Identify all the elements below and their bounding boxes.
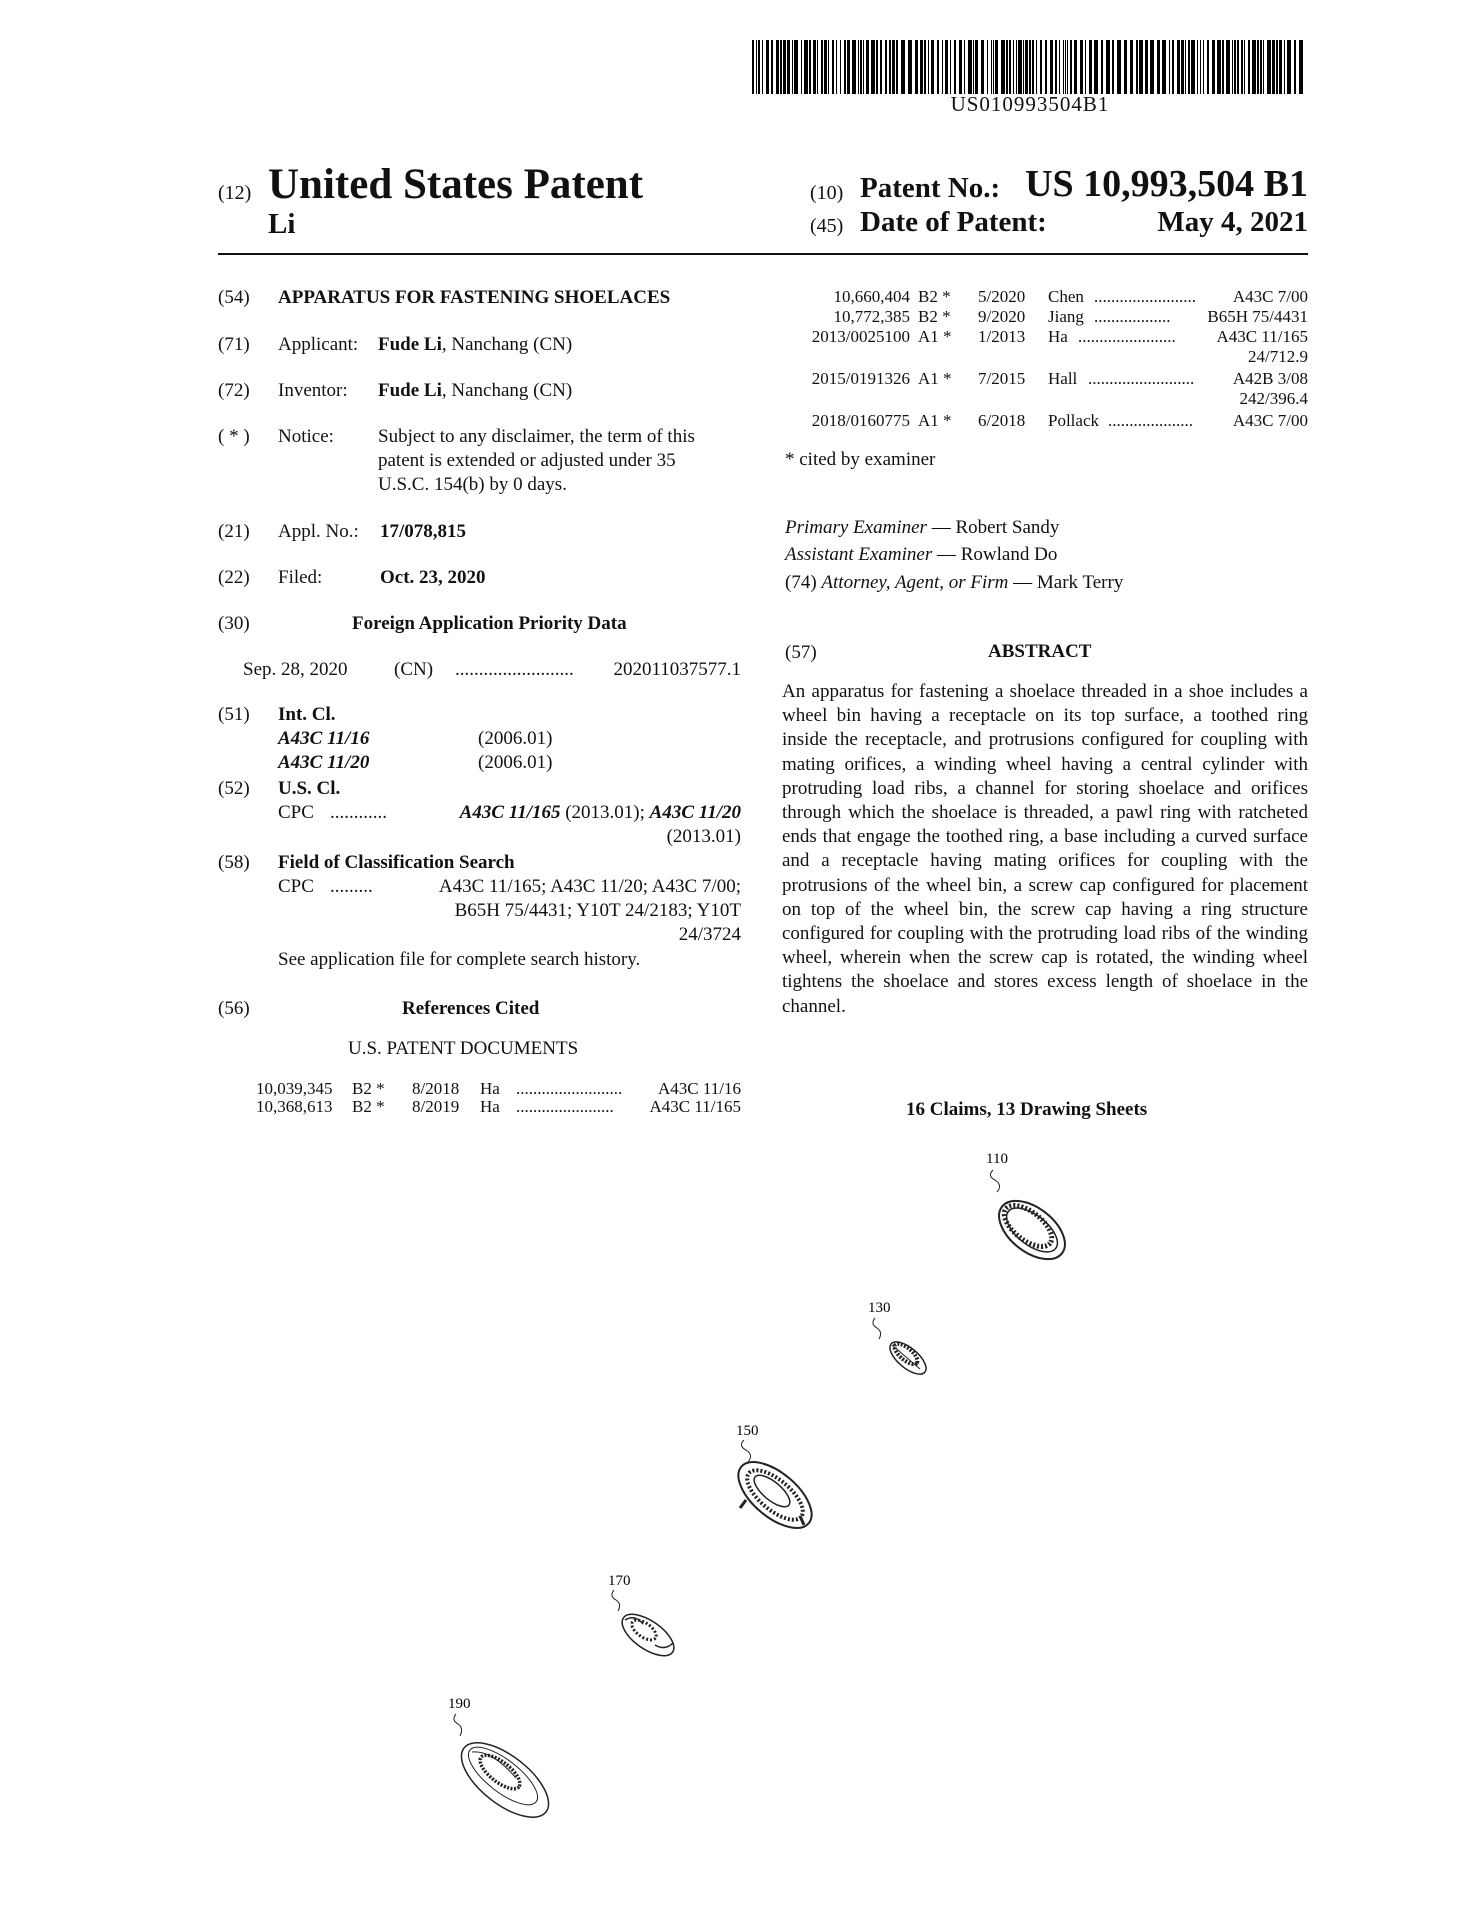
- inventor-label: Inventor:: [278, 380, 348, 401]
- barcode-bar: [860, 40, 862, 94]
- appl-number: 17/078,815: [380, 521, 467, 542]
- barcode-bar: [987, 40, 988, 94]
- ref-number: 10,368,613: [256, 1097, 333, 1116]
- ref-leader: .......................: [1078, 327, 1176, 346]
- barcode-bar: [1276, 40, 1278, 94]
- barcode-bar: [1063, 40, 1064, 94]
- barcode-bar: [1139, 40, 1143, 94]
- barcode-bar: [1059, 40, 1060, 94]
- ref-leader: ........................: [1094, 287, 1196, 306]
- intcl-class: A43C 11/20: [278, 752, 370, 773]
- barcode-bar: [813, 40, 816, 94]
- primary-examiner: [785, 516, 1059, 540]
- applicant-code: (71): [218, 334, 250, 355]
- inventor-location: , Nanchang (CN): [441, 380, 573, 401]
- barcode-bar: [1200, 40, 1201, 94]
- barcode-bar: [844, 40, 846, 94]
- cpc-leader: ............: [330, 802, 387, 823]
- barcode-bar: [1025, 40, 1028, 94]
- barcode-bar: [937, 40, 939, 94]
- appl-label: Appl. No.:: [278, 521, 359, 542]
- filed-code: (22): [218, 567, 250, 588]
- barcode: [752, 40, 1308, 94]
- barcode-bar: [1006, 40, 1008, 94]
- barcode-bar: [1284, 40, 1285, 94]
- barcode-bar: [1018, 40, 1022, 94]
- barcode-bar: [942, 40, 943, 94]
- priority-country: (CN): [394, 659, 434, 680]
- ref-kind: A1 *: [918, 369, 952, 388]
- field-cpc-line: B65H 75/4431; Y10T 24/2183; Y10T: [454, 900, 741, 921]
- us-docs-heading: U.S. PATENT DOCUMENTS: [348, 1038, 579, 1059]
- barcode-bar: [836, 40, 837, 94]
- barcode-bar: [908, 40, 912, 94]
- barcode-bar: [832, 40, 834, 94]
- filed-date: Oct. 23, 2020: [380, 567, 486, 588]
- patent-no-label: Patent No.:: [860, 172, 1001, 204]
- field-cpc-line: 24/3724: [678, 924, 741, 945]
- ref-date: 1/2013: [978, 327, 1026, 346]
- ref-class: A43C 11/165: [649, 1097, 741, 1116]
- barcode-bar: [896, 40, 898, 94]
- ref-kind: B2 *: [918, 287, 951, 306]
- barcode-bar: [866, 40, 869, 94]
- header-divider: [218, 253, 1308, 255]
- barcode-bar: [1094, 40, 1098, 94]
- ref-date: 9/2020: [978, 307, 1026, 326]
- barcode-bar: [1234, 40, 1236, 94]
- figure-label: 190: [448, 1696, 471, 1712]
- uscl-label: U.S. Cl.: [278, 778, 341, 799]
- ref-class: B65H 75/4431: [1207, 307, 1308, 326]
- priority-heading: Foreign Application Priority Data: [352, 613, 627, 634]
- field-cpc-classes: [439, 875, 741, 947]
- ref-number: 2018/0160775: [811, 411, 910, 430]
- barcode-bar: [776, 40, 779, 94]
- barcode-bar: [1162, 40, 1166, 94]
- winding-wheel-part: [873, 1318, 931, 1380]
- cpc-class: A43C 11/165: [459, 802, 561, 823]
- screw-cap-part: [989, 1170, 1076, 1271]
- assistant-examiner-label: Assistant Examiner: [785, 544, 933, 565]
- ref-name: Ha: [480, 1079, 500, 1098]
- barcode-bar: [1040, 40, 1042, 94]
- barcode-bar: [968, 40, 972, 94]
- barcode-bar: [1299, 40, 1303, 94]
- barcode-bar: [847, 40, 850, 94]
- barcode-bar: [1252, 40, 1256, 94]
- barcode-bar: [1101, 40, 1103, 94]
- patent-date: May 4, 2021: [1157, 206, 1308, 238]
- inventor-name: Fude Li: [378, 380, 442, 401]
- cpc-class: A43C 11/20: [649, 802, 741, 823]
- barcode-bar: [1029, 40, 1031, 94]
- barcode-bar: [1136, 40, 1138, 94]
- wheel-bin-part: [727, 1440, 823, 1540]
- barcode-bar: [752, 40, 754, 94]
- intcl-label: Int. Cl.: [278, 704, 336, 725]
- barcode-bar: [1272, 40, 1275, 94]
- barcode-bar: [975, 40, 978, 94]
- barcode-bar: [1207, 40, 1209, 94]
- barcode-bar: [1023, 40, 1024, 94]
- ref-kind: A1 *: [918, 411, 952, 430]
- barcode-bar: [1130, 40, 1133, 94]
- barcode-bar: [1080, 40, 1083, 94]
- barcode-bar: [1150, 40, 1154, 94]
- barcode-bar: [995, 40, 998, 94]
- barcode-bar: [1287, 40, 1291, 94]
- ref-class-cont: 242/396.4: [1239, 389, 1308, 408]
- ref-number: 10,039,345: [256, 1079, 333, 1098]
- applicant: [378, 333, 572, 357]
- appl-code: (21): [218, 521, 250, 542]
- barcode-bar: [1074, 40, 1077, 94]
- barcode-bar: [1248, 40, 1250, 94]
- base-part: [449, 1714, 561, 1831]
- applicant-label: Applicant:: [278, 334, 359, 355]
- intcl-class: A43C 11/16: [278, 728, 370, 749]
- barcode-bar: [1157, 40, 1160, 94]
- ref-kind: A1 *: [918, 327, 952, 346]
- barcode-bar: [1217, 40, 1221, 94]
- barcode-bar: [1145, 40, 1148, 94]
- barcode-bar: [828, 40, 829, 94]
- exploded-view-drawing: [430, 1140, 1070, 1820]
- barcode-bar: [945, 40, 948, 94]
- barcode-bar: [1067, 40, 1068, 94]
- barcode-bar: [915, 40, 918, 94]
- barcode-bar: [840, 40, 841, 94]
- barcode-bar: [1188, 40, 1190, 94]
- applicant-location: , Nanchang (CN): [441, 334, 573, 355]
- barcode-bar: [920, 40, 923, 94]
- ref-leader: ..................: [1094, 307, 1171, 326]
- barcode-bar: [1257, 40, 1259, 94]
- barcode-bar: [1226, 40, 1230, 94]
- barcode-bar: [1009, 40, 1011, 94]
- barcode-bar: [1191, 40, 1195, 94]
- field-cpc-label: CPC: [278, 876, 314, 897]
- barcode-bar: [901, 40, 905, 94]
- barcode-bar: [1237, 40, 1239, 94]
- date-label: Date of Patent:: [860, 206, 1047, 238]
- barcode-bar: [1279, 40, 1282, 94]
- ref-name: Pollack: [1048, 411, 1099, 430]
- barcode-bar: [880, 40, 882, 94]
- barcode-bar: [801, 40, 802, 94]
- barcode-bar: [950, 40, 951, 94]
- barcode-bar: [1001, 40, 1005, 94]
- barcode-bar: [1045, 40, 1047, 94]
- barcode-bar: [794, 40, 798, 94]
- ref-number: 10,772,385: [833, 307, 910, 326]
- inventor-surname: Li: [268, 208, 296, 240]
- barcode-bar: [981, 40, 984, 94]
- barcode-bar: [959, 40, 962, 94]
- ref-date: 6/2018: [978, 411, 1026, 430]
- barcode-bar: [804, 40, 808, 94]
- barcode-bar: [852, 40, 856, 94]
- barcode-bar: [876, 40, 878, 94]
- barcode-bar: [1013, 40, 1014, 94]
- barcode-bar: [1212, 40, 1215, 94]
- priority-code: (30): [218, 613, 250, 634]
- ref-date: 8/2018: [412, 1079, 460, 1098]
- barcode-bar: [762, 40, 763, 94]
- barcode-bar: [787, 40, 790, 94]
- barcode-bar: [783, 40, 786, 94]
- intcl-version: (2006.01): [478, 752, 553, 773]
- barcode-bar: [889, 40, 891, 94]
- barcode-bar: [991, 40, 992, 94]
- title-code: (54): [218, 287, 250, 308]
- cpc-version: (2013.01): [666, 826, 741, 847]
- abstract-heading: ABSTRACT: [988, 641, 1092, 662]
- primary-examiner-label: Primary Examiner: [785, 517, 927, 538]
- barcode-bar: [964, 40, 965, 94]
- barcode-bar: [824, 40, 827, 94]
- field-note: See application file for complete search history.: [278, 949, 641, 970]
- patent-no-code: (10): [810, 182, 844, 204]
- figure-label: 130: [868, 1300, 891, 1316]
- ref-name: Jiang: [1048, 307, 1084, 326]
- barcode-bar: [1085, 40, 1086, 94]
- ref-class: A43C 11/165: [1216, 327, 1308, 346]
- barcode-bar: [1089, 40, 1092, 94]
- cpc-version: (2013.01);: [565, 802, 645, 823]
- barcode-bar: [817, 40, 818, 94]
- ref-leader: .........................: [1088, 369, 1195, 388]
- barcode-bar: [1197, 40, 1198, 94]
- ref-number: 2013/0025100: [811, 327, 910, 346]
- barcode-bar: [1232, 40, 1233, 94]
- barcode-bar: [1070, 40, 1072, 94]
- barcode-bar: [1222, 40, 1224, 94]
- assistant-examiner-name: — Rowland Do: [937, 544, 1058, 565]
- abstract-text: An apparatus for fastening a shoelace threaded in a shoe includes a wheel bin having a receptacle on its top surface, a toothed ring inside the receptacle, and protrusions configured for coupling with mating orifices, a winding wheel having a central cylinder with protruding load ribs, a channel for storing shoelace and orifices through which the shoelace is threaded, a pawl ring with ratcheted ends that engage the toothed ring, a base including a curved surface and a receptacle having mating orifices for coupling with the protrusions of the wheel bin, a screw cap configured for placement on top of the wheel bin, the screw cap having a ring structure configured for coupling with the protruding load ribs of the winding wheel, wherein when the screw cap is rotated, the winding wheel tightens the shoelace and stores excess length of shoelace in the channel.: [782, 681, 1308, 1017]
- inventor-code: (72): [218, 380, 250, 401]
- patent-title-heading: United States Patent: [268, 161, 644, 208]
- field-cpc-leader: .........: [330, 876, 373, 897]
- ref-name: Chen: [1048, 287, 1084, 306]
- barcode-bar: [1294, 40, 1296, 94]
- ref-leader: .........................: [516, 1079, 623, 1098]
- ref-leader: ....................: [1108, 411, 1193, 430]
- primary-examiner-name: — Robert Sandy: [931, 517, 1060, 538]
- attorney: [785, 571, 1123, 595]
- ref-name: Hall: [1048, 369, 1078, 388]
- barcode-bar: [1112, 40, 1114, 94]
- filed-label: Filed:: [278, 567, 323, 588]
- pawl-ring-part: [612, 1590, 681, 1664]
- barcode-bar: [756, 40, 757, 94]
- abstract-code: (57): [785, 642, 817, 663]
- barcode-bar: [863, 40, 864, 94]
- ref-date: 5/2020: [978, 287, 1026, 306]
- figure-label: 170: [608, 1573, 631, 1589]
- ref-number: 2015/0191326: [811, 369, 910, 388]
- field-cpc-line: A43C 11/165; A43C 11/20; A43C 7/00;: [438, 876, 741, 897]
- barcode-bar: [1177, 40, 1180, 94]
- barcode-bar: [954, 40, 956, 94]
- barcode-bar: [1117, 40, 1121, 94]
- cpc-label: CPC: [278, 802, 314, 823]
- barcode-bar: [1055, 40, 1057, 94]
- barcode-bar: [1124, 40, 1127, 94]
- notice-line: Subject to any disclaimer, the term of this: [378, 426, 695, 447]
- barcode-bar: [1203, 40, 1204, 94]
- ref-leader: .......................: [516, 1097, 614, 1116]
- ref-kind: B2 *: [918, 307, 951, 326]
- barcode-bar: [1032, 40, 1034, 94]
- notice-line: patent is extended or adjusted under 35: [378, 450, 676, 471]
- cpc-classes: [460, 801, 741, 825]
- figure-label: 110: [986, 1151, 1008, 1167]
- barcode-bar: [1036, 40, 1037, 94]
- ref-class: A42B 3/08: [1232, 369, 1308, 388]
- attorney-label: Attorney, Agent, or Firm: [821, 572, 1009, 593]
- barcode-bar: [771, 40, 773, 94]
- ref-kind: B2 *: [352, 1097, 385, 1116]
- priority-date: Sep. 28, 2020: [243, 659, 348, 680]
- priority-number: 202011037577.1: [613, 659, 741, 680]
- ref-number: 10,660,404: [833, 287, 910, 306]
- barcode-bar: [1244, 40, 1245, 94]
- figure-label: 150: [736, 1423, 759, 1439]
- notice-label: Notice:: [278, 426, 334, 447]
- refs-code: (56): [218, 998, 250, 1019]
- barcode-bar: [821, 40, 823, 94]
- ref-class: A43C 7/00: [1232, 287, 1308, 306]
- kind-code: (12): [218, 182, 252, 204]
- barcode-bar: [973, 40, 974, 94]
- ref-name: Ha: [1048, 327, 1068, 346]
- attorney-name: — Mark Terry: [1013, 572, 1124, 593]
- barcode-bar: [1267, 40, 1271, 94]
- barcode-bar: [1016, 40, 1017, 94]
- barcode-bar: [792, 40, 793, 94]
- patent-number: US 10,993,504 B1: [1025, 163, 1308, 205]
- barcode-bar: [1169, 40, 1170, 94]
- barcode-bar: [924, 40, 926, 94]
- barcode-bar: [809, 40, 811, 94]
- date-code: (45): [810, 215, 844, 237]
- ref-date: 8/2019: [412, 1097, 460, 1116]
- cited-note: * cited by examiner: [785, 449, 936, 470]
- barcode-bar: [1106, 40, 1110, 94]
- barcode-bar: [1172, 40, 1174, 94]
- ref-class-cont: 24/712.9: [1248, 347, 1308, 366]
- barcode-bar: [1263, 40, 1264, 94]
- barcode-bar: [871, 40, 875, 94]
- ref-kind: B2 *: [352, 1079, 385, 1098]
- notice-code: ( * ): [218, 426, 250, 447]
- refs-heading: References Cited: [402, 998, 540, 1019]
- claims-summary: 16 Claims, 13 Drawing Sheets: [906, 1099, 1148, 1120]
- barcode-bar: [758, 40, 760, 94]
- invention-title: APPARATUS FOR FASTENING SHOELACES: [278, 287, 671, 308]
- barcode-bar: [885, 40, 887, 94]
- field-code: (58): [218, 852, 250, 873]
- intcl-version: (2006.01): [478, 728, 553, 749]
- inventor: [378, 379, 572, 403]
- barcode-bar: [931, 40, 934, 94]
- barcode-bar: [1050, 40, 1053, 94]
- intcl-code: (51): [218, 704, 250, 725]
- assistant-examiner: [785, 543, 1057, 567]
- barcode-bar: [1241, 40, 1243, 94]
- applicant-name: Fude Li: [378, 334, 442, 355]
- barcode-bar: [1181, 40, 1184, 94]
- barcode-bar: [1185, 40, 1186, 94]
- barcode-bar: [780, 40, 782, 94]
- field-label: Field of Classification Search: [278, 852, 515, 873]
- barcode-bar: [766, 40, 769, 94]
- barcode-bar: [858, 40, 859, 94]
- barcode-bar: [1065, 40, 1066, 94]
- notice-text: [378, 425, 742, 497]
- attorney-code: (74): [785, 572, 817, 593]
- barcode-bar: [892, 40, 895, 94]
- uscl-code: (52): [218, 778, 250, 799]
- ref-name: Ha: [480, 1097, 500, 1116]
- notice-line: U.S.C. 154(b) by 0 days.: [378, 474, 567, 495]
- barcode-bar: [993, 40, 994, 94]
- ref-date: 7/2015: [978, 369, 1026, 388]
- barcode-number: US010993504B1: [950, 92, 1110, 116]
- priority-leader: .........................: [455, 659, 574, 680]
- ref-class: A43C 11/16: [658, 1079, 741, 1098]
- barcode-bar: [928, 40, 929, 94]
- ref-class: A43C 7/00: [1232, 411, 1308, 430]
- barcode-bar: [1260, 40, 1262, 94]
